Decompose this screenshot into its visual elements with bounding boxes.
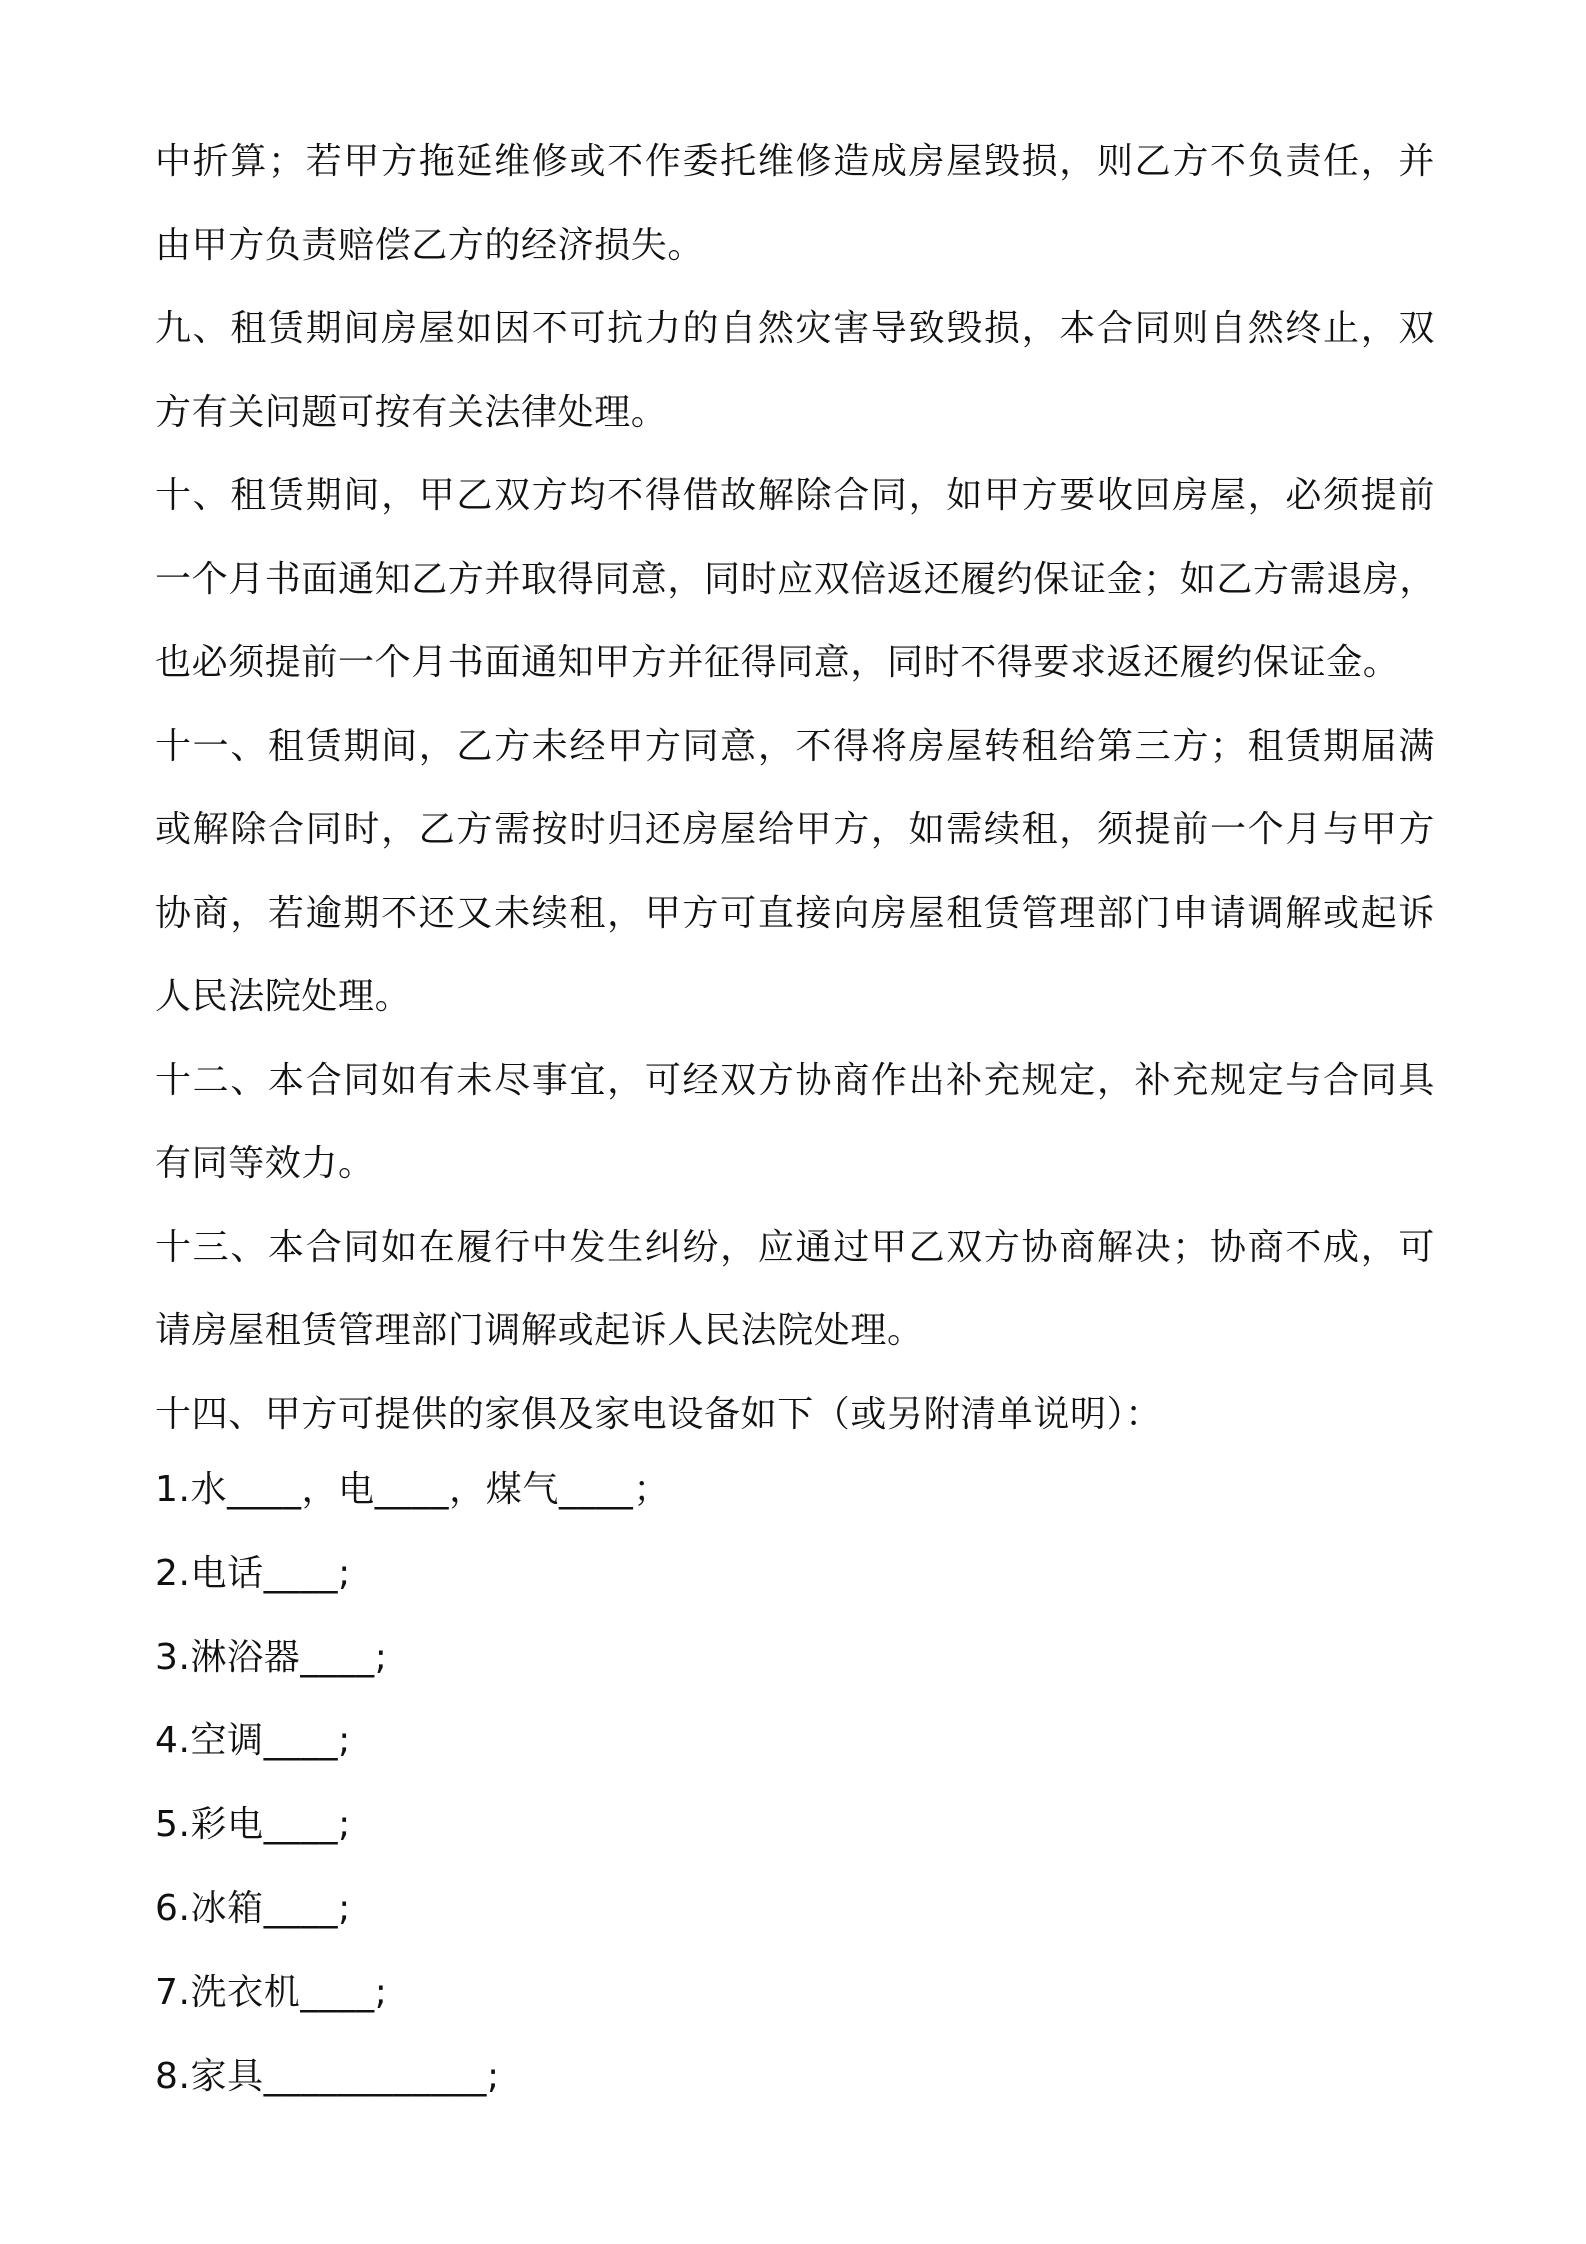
- appliance-list: [155, 1448, 1435, 2118]
- list-item: 8.家具____________;: [155, 2055, 500, 2097]
- clause-11-line: 人民法院处理。: [155, 976, 412, 1017]
- clause-9-line: 九、租赁期间房屋如因不可抗力的自然灾害导致毁损，本合同则自然终止，双: [155, 308, 1435, 349]
- clause-10-line: 一个月书面通知乙方并取得同意，同时应双倍返还履约保证金；如乙方需退房，: [155, 558, 1437, 600]
- list-item: 5.彩电____;: [155, 1804, 351, 1846]
- clause-11-line: 协商，若逾期不还又未续租，甲方可直接向房屋租赁管理部门申请调解或起诉: [155, 892, 1435, 934]
- clause-11-line: 十一、租赁期间，乙方未经甲方同意，不得将房屋转租给第三方；租赁期届满: [155, 725, 1435, 767]
- clause-13-line: 请房屋租赁管理部门调解或起诉人民法院处理。: [155, 1310, 924, 1351]
- clause-14-line: 十四、甲方可提供的家俱及家电设备如下（或另附清单说明）：: [155, 1393, 1162, 1435]
- list-item: 4.空调____;: [155, 1720, 351, 1762]
- list-item: 3.淋浴器____;: [155, 1636, 388, 1678]
- clause-9-line: 方有关问题可按有关法律处理。: [155, 391, 668, 433]
- clause-11-line: 或解除合同时，乙方需按时归还房屋给甲方，如需续租，须提前一个月与甲方: [155, 809, 1435, 850]
- list-item: 6.冰箱____;: [155, 1887, 351, 1929]
- paragraph-line: 中折算；若甲方拖延维修或不作委托维修造成房屋毁损，则乙方不负责任，并: [155, 141, 1435, 182]
- paragraph-line: 由甲方负责赔偿乙方的经济损失。: [155, 224, 705, 266]
- clause-10-line: 也必须提前一个月书面通知甲方并征得同意，同时不得要求返还履约保证金。: [155, 642, 1400, 683]
- clause-12-line: 十二、本合同如有未尽事宜，可经双方协商作出补充规定，补充规定与合同具: [155, 1059, 1435, 1101]
- list-item: 1.水____，电____，煤气____；: [155, 1469, 670, 1510]
- clause-13-line: 十三、本合同如在履行中发生纠纷，应通过甲乙双方协商解决；协商不成，可: [155, 1226, 1435, 1268]
- clause-12-line: 有同等效力。: [155, 1143, 375, 1184]
- list-item: 2.电话____;: [155, 1552, 351, 1594]
- clause-10-line: 十、租赁期间，甲乙双方均不得借故解除合同，如甲方要收回房屋，必须提前: [155, 475, 1435, 516]
- list-item: 7.洗衣机____;: [155, 1971, 388, 2013]
- contract-body: [155, 120, 1435, 1456]
